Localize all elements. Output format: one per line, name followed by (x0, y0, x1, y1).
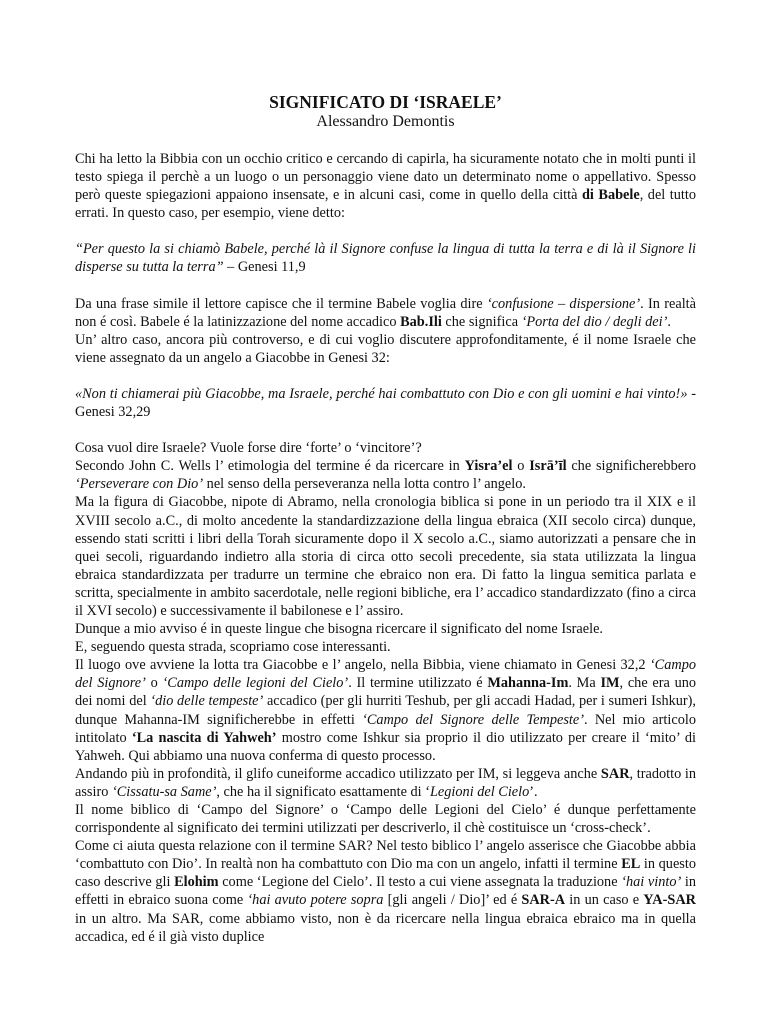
paragraph-relazione-sar: Come ci aiuta questa relazione con il termine SAR? Nel testo biblico l’ angelo asserisce che Giacobbe abbia ‘combattuto con Dio’. In realtà non ha combattuto con Dio ma con un angelo, infatti il termine EL in questo caso descrive gli Elohim come ‘Legione del Cielo’. Il testo a cui viene assegnata la traduzione ‘hai vinto’ in effetti in ebraico suona come ‘hai avuto potere sopra [gli angeli / Dio]’ ed é SAR-A in un caso e YA-SAR in un altro. Ma SAR, come abbiamo visto, non è da ricercare nella lingua ebraica ebraico ma in quella accadica, ed é il già visto duplice (75, 838, 696, 945)
paragraph-israele-intro: Un’ altro caso, ancora più controverso, e di cui voglio discutere approfonditamente, é il nome Israele che viene assegnato da un angelo a Giacobbe in Genesi 32: (75, 331, 696, 366)
document-page (75, 92, 696, 946)
paragraph-wells: Secondo John C. Wells l’ etimologia del termine é da ricercare in Yisra’el o Isrā’īl che significherebbero ‘Perseverare con Dio’ nel senso della perseveranza nella lotta contro l’ angelo. (75, 458, 696, 493)
paragraph-giacobbe: Ma la figura di Giacobbe, nipote di Abramo, nella cronologia biblica si pone in un periodo tra il XIX e il XVIII secolo a.C., di molto ancedente la standardizzazione della lingua ebraica (XII secolo circa) dunque, essendo stati scritti i libri della Torah sicuramente dopo il X secolo a.C., siamo autorizzati a pensare che in quei secoli, riguardando indietro alla storia di circa otto secoli precedente, sia stata utilizzata la lingua ebraica standardizzata per tradurre un termine che ebraico non era. Di fatto la lingua semitica parlata e scritta, specialmente in ambito sacerdotale, nelle regioni bibliche, era l’ accadico standardizzato (fino a circa il XVI secolo) e successivamente il babilonese e l’ assiro. (75, 494, 696, 619)
quote-genesi-32: «Non ti chiamerai più Giacobbe, ma Israele, perché hai combattuto con Dio e con gli uomini e hai vinto!» - Genesi 32,29 (75, 385, 696, 421)
quote-genesi-11: “Per questo la si chiamò Babele, perché là il Signore confuse la lingua di tutta la terra e di là il Signore li disperse su tutta la terra” – Genesi 11,9 (75, 241, 696, 276)
document-title: SIGNIFICATO DI ‘ISRAELE’ (269, 92, 502, 112)
paragraph-babele: Da una frase simile il lettore capisce che il termine Babele voglia dire ‘confusione – dispersione’. In realtà non é così. Babele é la latinizzazione del nome accadico Bab.Ili che significa ‘Porta del dio / degli dei’. (75, 295, 696, 330)
paragraph-sar: Andando più in profondità, il glifo cuneiforme accadico utilizzato per IM, si leggeva anche SAR, tradotto in assiro ‘Cissatu-sa Same’, che ha il significato esattamente di ‘Legioni del Cielo’. (75, 765, 696, 800)
paragraph-question: Cosa vuol dire Israele? Vuole forse dire ‘forte’ o ‘vincitore’? (75, 440, 422, 457)
paragraph-intro: Chi ha letto la Bibbia con un occhio critico e cercando di capirla, ha sicuramente notato che in molti punti il testo spiega il perchè a un luogo o un personaggio viene dato un determinato nome o appellativo. Spesso però queste spiegazioni appaiono insensate, e in alcuni casi, come in quello della città di Babele, del tutto errati. In questo caso, per esempio, viene detto: (75, 151, 696, 222)
author-name: Alessandro Demontis (316, 113, 455, 130)
paragraph-lingue: Dunque a mio avviso é in queste lingue che bisogna ricercare il significato del nome Israele. (75, 621, 604, 638)
paragraph-cross-check: Il nome biblico di ‘Campo del Signore’ o ‘Campo delle Legioni del Cielo’ é dunque perfettamente corrispondente al significato dei termini utilizzati per descriverlo, il chè costituisce un ‘cross-check’. (75, 802, 696, 837)
paragraph-strada: E, seguendo questa strada, scopriamo cose interessanti. (75, 639, 391, 656)
paragraph-mahanna: Il luogo ove avviene la lotta tra Giacobbe e l’ angelo, nella Bibbia, viene chiamato in Genesi 32,2 ‘Campo del Signore’ o ‘Campo delle legioni del Cielo’. Il termine utilizzato é Mahanna-Im. Ma IM, che era uno dei nomi del ‘dio delle tempeste’ accadico (per gli hurriti Teshub, per gli accadi Hadad, per i sumeri Ishkur), dunque Mahanna-IM significherebbe in effetti ‘Campo del Signore delle Tempeste’. Nel mio articolo intitolato ‘La nascita di Yahweh’ mostro come Ishkur sia proprio il dio utilizzato per creare il ‘mito’ di Yahweh. Qui abbiamo una nuova conferma di questo processo. (75, 657, 697, 764)
